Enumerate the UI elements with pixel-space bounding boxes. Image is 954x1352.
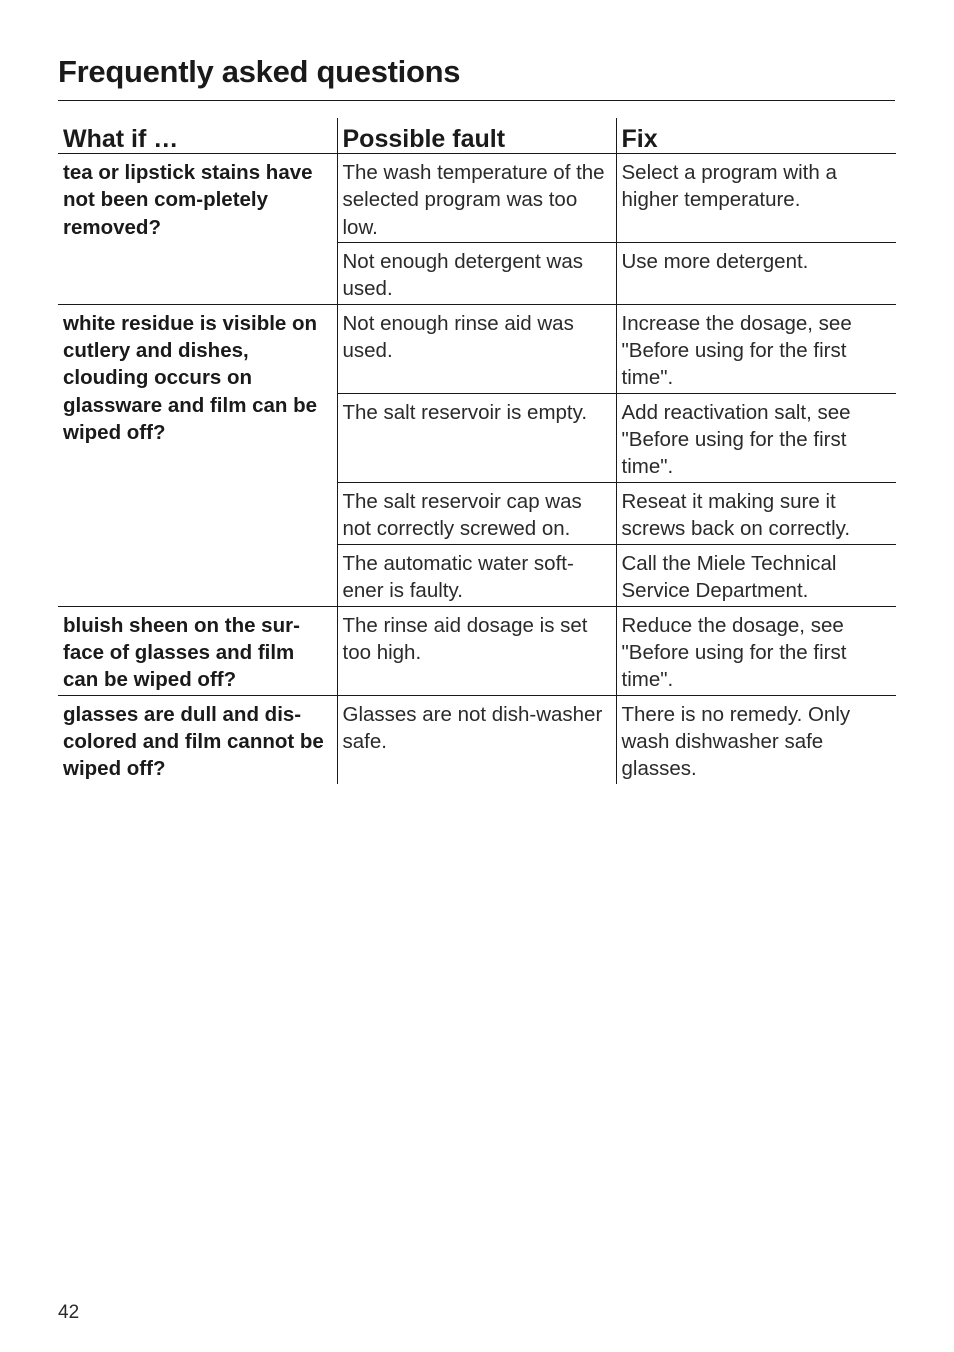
fault-cell: The rinse aid dosage is set too high. [337, 606, 616, 695]
fault-cell: Glasses are not dish-washer safe. [337, 695, 616, 784]
fault-cell: The wash temperature of the selected program was too low. [337, 154, 616, 243]
question-cell: glasses are dull and dis-colored and film cannot be wiped off? [58, 695, 337, 784]
column-header-what-if: What if … [58, 118, 337, 154]
page-title: Frequently asked questions [58, 54, 461, 89]
question-cell: tea or lipstick stains have not been com-pletely removed? [63, 161, 313, 239]
fix-cell: Reseat it making sure it screws back on correctly. [616, 482, 896, 544]
table-row [58, 304, 896, 393]
fix-cell: There is no remedy. Only wash dishwasher safe glasses. [616, 695, 896, 784]
fault-cell: Not enough rinse aid was used. [337, 304, 616, 393]
table-row [58, 154, 896, 243]
title-divider [58, 100, 895, 101]
table-row [58, 695, 896, 784]
column-header-fix: Fix [616, 118, 896, 154]
fix-cell: Select a program with a higher temperature. [616, 154, 896, 243]
fix-cell: Increase the dosage, see "Before using for the first time". [616, 304, 896, 393]
page-number: 42 [58, 1302, 80, 1323]
fix-cell: Reduce the dosage, see "Before using for the first time". [616, 606, 896, 695]
fix-cell: Add reactivation salt, see "Before using for the first time". [616, 393, 896, 482]
table-row [58, 606, 896, 695]
fix-cell: Use more detergent. [616, 242, 896, 304]
fault-cell: Not enough detergent was used. [337, 242, 616, 304]
table-header-row [58, 118, 896, 154]
fault-cell: The salt reservoir is empty. [337, 393, 616, 482]
question-cell: white residue is visible on cutlery and dishes, clouding occurs on glassware and film can be wiped off? [58, 304, 337, 606]
fault-cell: The automatic water soft-ener is faulty. [337, 544, 616, 606]
fault-cell: The salt reservoir cap was not correctly screwed on. [337, 482, 616, 544]
faq-table [58, 118, 896, 784]
fix-cell: Call the Miele Technical Service Department. [616, 544, 896, 606]
question-cell: bluish sheen on the sur-face of glasses and film can be wiped off? [58, 606, 337, 695]
column-header-possible-fault: Possible fault [337, 118, 616, 154]
